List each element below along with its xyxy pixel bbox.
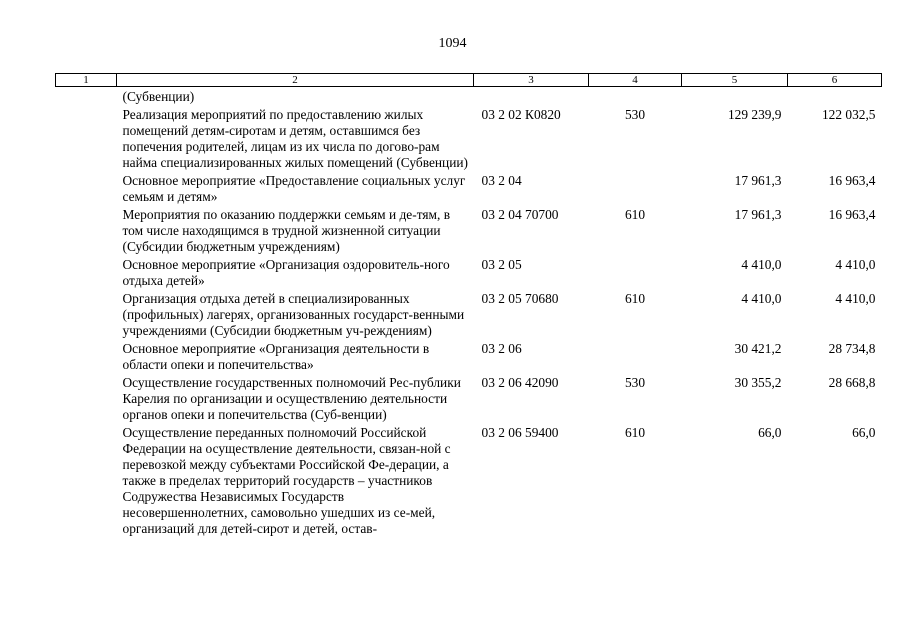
row-name: Основное мероприятие «Организация оздоровитель-ного отдыха детей» [122, 257, 450, 288]
row-name: Реализация мероприятий по предоставлению жилых помещений детям-сиротам и детям, оставшимся без попечения родителей, лицам из их числа по догово-рам найма специализированных жилых помещений (Субвенции) [122, 107, 469, 170]
table-row [56, 173, 882, 207]
table-row [56, 341, 882, 375]
row-name: Мероприятия по оказанию поддержки семьям и де-тям, в том числе находящимся в трудной жизненной ситуации (Субсидии бюджетным учреждениям) [122, 207, 451, 254]
column-header-6: 6 [788, 74, 882, 87]
page-number: 1094 [438, 36, 467, 51]
row-vr [589, 173, 682, 207]
row-sum-2: 16 963,4 [828, 173, 876, 188]
row-sum-2: 4 410,0 [835, 257, 876, 272]
row-code: 03 2 02 К0820 [481, 107, 561, 122]
row-sum-2: 28 734,8 [828, 341, 876, 356]
row-name: Основное мероприятие «Предоставление социальных услуг семьям и детям» [122, 173, 466, 204]
row-sum-1: 4 410,0 [741, 257, 782, 272]
row-sum-1: 66,0 [758, 425, 782, 440]
row-name: Осуществление государственных полномочий Рес-публики Карелия по организации и осуществлению деятельности органов опеки и попечительства (Суб-венции) [122, 375, 461, 422]
row-code: 03 2 06 59400 [481, 425, 559, 440]
row-vr: 530 [624, 375, 646, 390]
row-vr: 610 [624, 425, 646, 440]
row-vr: 610 [624, 291, 646, 306]
row-sum-1: 129 239,9 [727, 107, 782, 122]
row-sum-2: 66,0 [852, 425, 876, 440]
row-code: 03 2 05 [481, 257, 522, 272]
row-sum-1: 30 421,2 [734, 341, 782, 356]
column-header-2: 2 [117, 74, 474, 87]
table-row [56, 257, 882, 291]
row-code: 03 2 06 42090 [481, 375, 559, 390]
row-name: Осуществление переданных полномочий Российской Федерации на осуществление деятельности, связан-ной с перевозкой между субъектами Российской Фе-дерации, а также в пределах территорий государств – участников Содружества Независимых Государств несовершеннолетних, самовольно ушедших из се-мей, организаций для детей-сирот и детей, остав- [122, 425, 451, 536]
row-sum-2: 16 963,4 [828, 207, 876, 222]
table-row [56, 107, 882, 173]
row-name: (Субвенции) [122, 89, 195, 104]
table-row [56, 375, 882, 425]
row-sum-2 [788, 87, 882, 108]
row-vr: 530 [624, 107, 646, 122]
row-sum-1: 4 410,0 [741, 291, 782, 306]
header-row [56, 74, 882, 87]
row-name: Основное мероприятие «Организация деятельности в области опеки и попечительства» [122, 341, 430, 372]
row-code [474, 87, 589, 108]
row-vr: 610 [624, 207, 646, 222]
column-header-1: 1 [56, 74, 117, 87]
row-sum-1: 30 355,2 [734, 375, 782, 390]
table-row [56, 87, 882, 108]
row-name: Организация отдыха детей в специализированных (профильных) лагерях, организованных государст-венными учреждениями (Субсидии бюджетным уч-реждениям) [122, 291, 465, 338]
row-sum-1 [682, 87, 788, 108]
column-header-5: 5 [682, 74, 788, 87]
row-vr [589, 257, 682, 291]
row-sum-1: 17 961,3 [734, 173, 782, 188]
column-header-3: 3 [474, 74, 589, 87]
column-header-4: 4 [589, 74, 682, 87]
table-row [56, 207, 882, 257]
row-vr [589, 341, 682, 375]
row-sum-1: 17 961,3 [734, 207, 782, 222]
table-row [56, 425, 882, 539]
row-sum-2: 4 410,0 [835, 291, 876, 306]
budget-table [55, 73, 882, 539]
row-sum-2: 122 032,5 [821, 107, 876, 122]
row-code: 03 2 05 70680 [481, 291, 559, 306]
row-code: 03 2 04 70700 [481, 207, 559, 222]
row-code: 03 2 06 [481, 341, 522, 356]
table-row [56, 291, 882, 341]
row-code: 03 2 04 [481, 173, 522, 188]
row-sum-2: 28 668,8 [828, 375, 876, 390]
row-vr [589, 87, 682, 108]
